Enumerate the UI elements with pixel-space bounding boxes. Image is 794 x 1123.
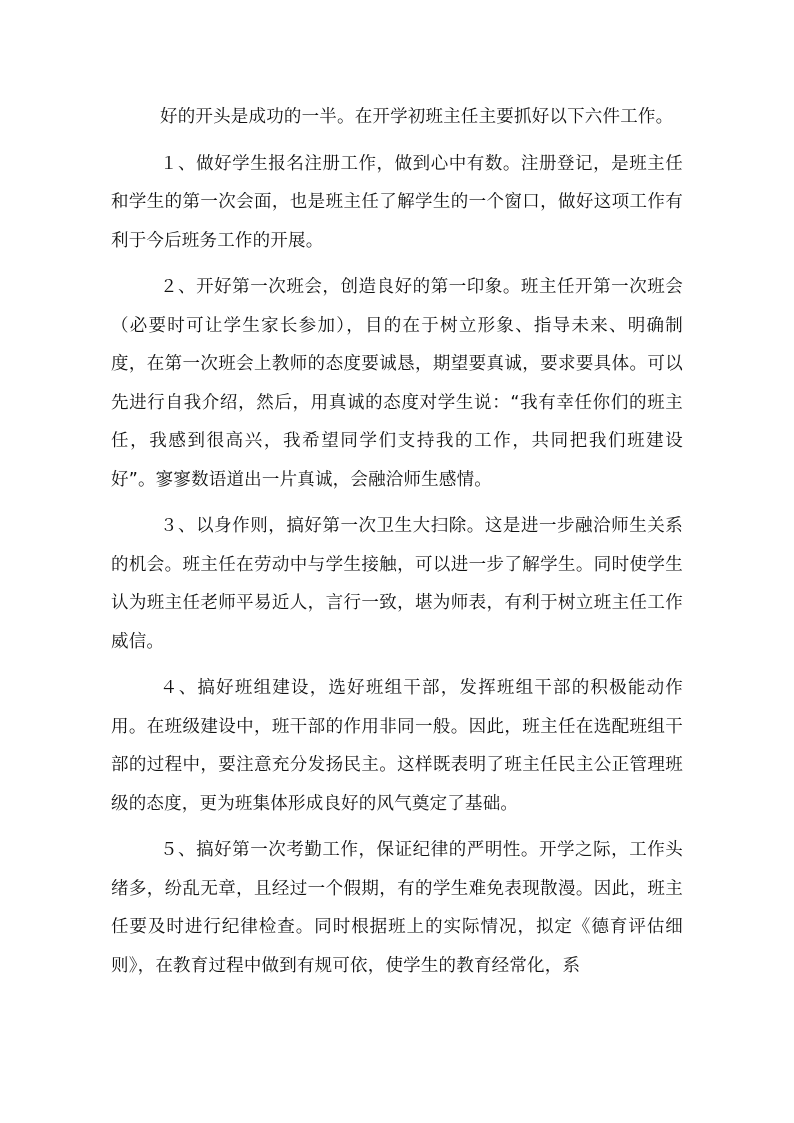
paragraph-item-3: ３、以身作则，搞好第一次卫生大扫除。这是进一步融洽师生关系的机会。班主任在劳动中与学生接触，可以进一步了解学生。同时使学生认为班主任老师平易近人，言行一致，堪为师表，有利于树立班主任工作威信。 (111, 516, 683, 652)
paragraph-item-1: １、做好学生报名注册工作，做到心中有数。注册登记，是班主任和学生的第一次会面，也是班主任了解学生的一个窗口，做好这项工作有利于今后班务工作的开展。 (111, 153, 683, 251)
paragraph-item-2: ２、开好第一次班会，创造良好的第一印象。班主任开第一次班会（必要时可让学生家长参加），目的在于树立形象、指导未来、明确制度，在第一次班会上教师的态度要诚恳，期望要真诚，要求要具体。可以先进行自我介绍，然后，用真诚的态度对学生说：“我有幸任你们的班主任，我感到很高兴，我希望同学们支持我的工作，共同把我们班建设好”。寥寥数语道出一片真诚，会融洽师生感情。 (111, 277, 683, 490)
document-body (111, 98, 683, 993)
paragraph-item-4: ４、搞好班组建设，选好班组干部，发挥班组干部的积极能动作用。在班级建设中，班干部的作用非同一般。因此，班主任在选配班组干部的过程中，要注意充分发扬民主。这样既表明了班主任民主公正管理班级的态度，更为班集体形成良好的风气奠定了基础。 (111, 678, 683, 814)
paragraph-intro: 好的开头是成功的一半。在开学初班主任主要抓好以下六件工作。 (160, 107, 674, 127)
paragraph-item-5: ５、搞好第一次考勤工作，保证纪律的严明性。开学之际，工作头绪多，纷乱无章，且经过一个假期，有的学生难免表现散漫。因此，班主任要及时进行纪律检查。同时根据班上的实际情况，拟定《德育评估细则》，在教育过程中做到有规可依，使学生的教育经常化，系 (111, 840, 683, 976)
